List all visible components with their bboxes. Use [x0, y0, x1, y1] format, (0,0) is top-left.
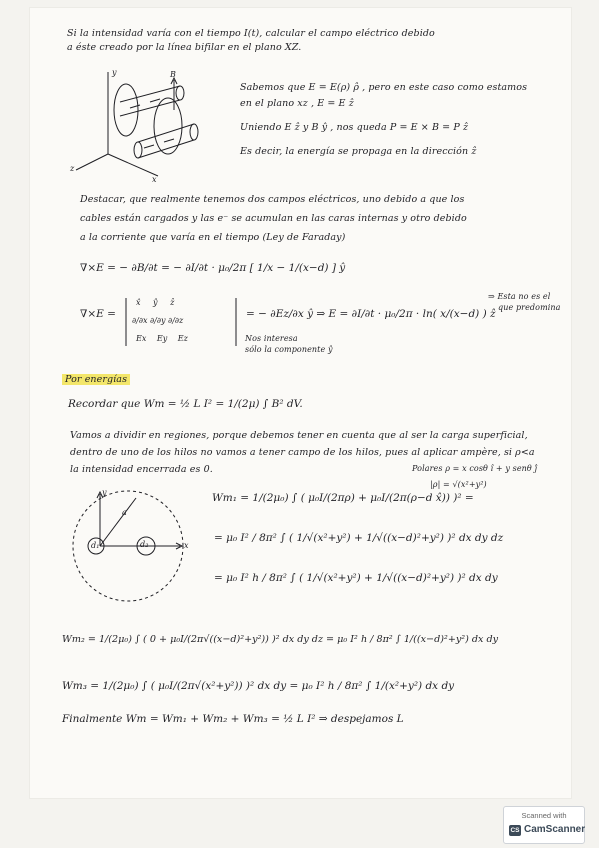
fig2-label-y: y	[102, 488, 107, 497]
wm2-equation: Wm₂ = 1/(2μ₀) ∫ ( 0 + μ₀I/(2π√((x−d)²+y²)) )² dx dy dz = μ₀ I² h / 8π² ∫ 1/((x−d)²+y²) dx dy	[62, 634, 499, 645]
side-note-1: Sabemos que E = E(ρ) ρ̂ , pero en este caso como estamos	[240, 82, 528, 93]
camscanner-logo: CS	[510, 827, 520, 834]
fig2-label-a: a	[122, 508, 127, 517]
section-heading-energias	[62, 374, 130, 385]
recordar-equation: Recordar que Wm = ½ L I² = 1/(2μ) ∫ B² dV.	[68, 398, 303, 410]
note-not-dominant-1: ⇒ Esta no es el	[488, 292, 551, 301]
polar-coords-2: |ρ| = √(x²+y²)	[430, 480, 487, 489]
note-only-y-1: Nos interesa	[245, 334, 298, 343]
fig1-label-y: y	[112, 68, 117, 77]
curl-label: ∇×E =	[80, 308, 116, 320]
fig2-label-d1: d₁	[91, 541, 100, 550]
radius-a	[100, 498, 136, 546]
camscanner-watermark	[503, 806, 585, 844]
side-note-2: en el plano xz , E = E ẑ	[240, 98, 354, 109]
upper-wire-end	[176, 86, 184, 100]
scanned-with-label: Scanned with	[521, 811, 567, 820]
fig2-label-x: x	[184, 541, 189, 550]
side-note-3: Uniendo E ẑ y B ŷ , nos queda P = E × B = P ẑ	[240, 122, 469, 133]
camscanner-brand: CamScanner	[524, 824, 586, 835]
note-only-y-2: sólo la componente ŷ	[245, 345, 333, 354]
fig1-label-b: B	[170, 70, 176, 79]
wm3-equation: Wm₃ = 1/(2μ₀) ∫ ( μ₀I/(2π√(x²+y²)) )² dx dy = μ₀ I² h / 8π² ∫ 1/(x²+y²) dx dy	[62, 680, 455, 692]
regions-line-2: dentro de uno de los hilos no vamos a tener campo de los hilos, pues al aplicar ampère, si ρ<a	[70, 447, 535, 458]
determinant-row-2: ∂/∂x ∂/∂y ∂/∂z	[132, 316, 184, 325]
determinant-row-1: x̂ ŷ ẑ	[136, 298, 175, 307]
destacar-line-3: a la corriente que varía en el tiempo (Ley de Faraday)	[80, 232, 346, 243]
field-loop	[114, 84, 138, 136]
final-equation: Finalmente Wm = Wm₁ + Wm₂ + Wm₃ = ½ L I² ⇒ despejamos L	[62, 713, 404, 725]
destacar-line-2: cables están cargados y las e⁻ se acumulan en las caras internas y otro debido	[80, 213, 467, 224]
curl-equation: ∇×E = − ∂B/∂t = − ∂I/∂t · μ₀/2π [ 1/x − 1/(x−d) ] ŷ	[80, 262, 346, 274]
side-note-4: Es decir, la energía se propaga en la dirección ẑ	[240, 146, 477, 157]
lower-wire-end	[134, 142, 142, 158]
fig1-label-x: x	[152, 175, 157, 184]
regions-line-1: Vamos a dividir en regiones, porque debemos tener en cuenta que al ser la carga superficial,	[70, 430, 528, 441]
regions-line-3: la intensidad encerrada es 0.	[70, 464, 213, 475]
polar-coords-1: Polares ρ = x cosθ î + y senθ ĵ	[412, 464, 538, 473]
x-axis	[108, 154, 158, 176]
determinant-row-3: Ex Ey Ez	[136, 334, 188, 343]
destacar-line-1: Destacar, que realmente tenemos dos campos eléctricos, uno debido a que los	[80, 194, 465, 205]
heading-highlight: Por energías	[62, 374, 130, 385]
z-axis	[76, 154, 108, 170]
wm1-equation-3: = μ₀ I² h / 8π² ∫ ( 1/√(x²+y²) + 1/√((x−d)²+y²) )² dx dy	[214, 572, 498, 584]
lower-wire-end	[190, 124, 198, 140]
fig2-label-d2: d₂	[140, 540, 149, 549]
intro-line-1: Si la intensidad varía con el tiempo I(t), calcular el campo eléctrico debido	[67, 28, 435, 39]
wm1-equation-2: = μ₀ I² / 8π² ∫ ( 1/√(x²+y²) + 1/√((x−d)²+y²) )² dx dy dz	[214, 532, 504, 544]
cross-section-sketch	[60, 488, 210, 618]
fig1-label-z: z	[70, 164, 75, 173]
faraday-result: = − ∂Ez/∂x ŷ ⇒ E = ∂I/∂t · μ₀/2π · ln( x/(x−d) ) ẑ	[246, 308, 496, 320]
note-not-dominant-2: que predomina	[498, 303, 561, 312]
bifilar-sketch	[68, 66, 238, 186]
upper-wire	[120, 86, 180, 116]
intro-line-2: a éste creado por la línea bifilar en el plano XZ.	[67, 42, 302, 53]
wm1-equation-1: Wm₁ = 1/(2μ₀) ∫ ( μ₀I/(2πρ) + μ₀I/(2π(ρ−d x̂)) )² =	[212, 492, 474, 504]
